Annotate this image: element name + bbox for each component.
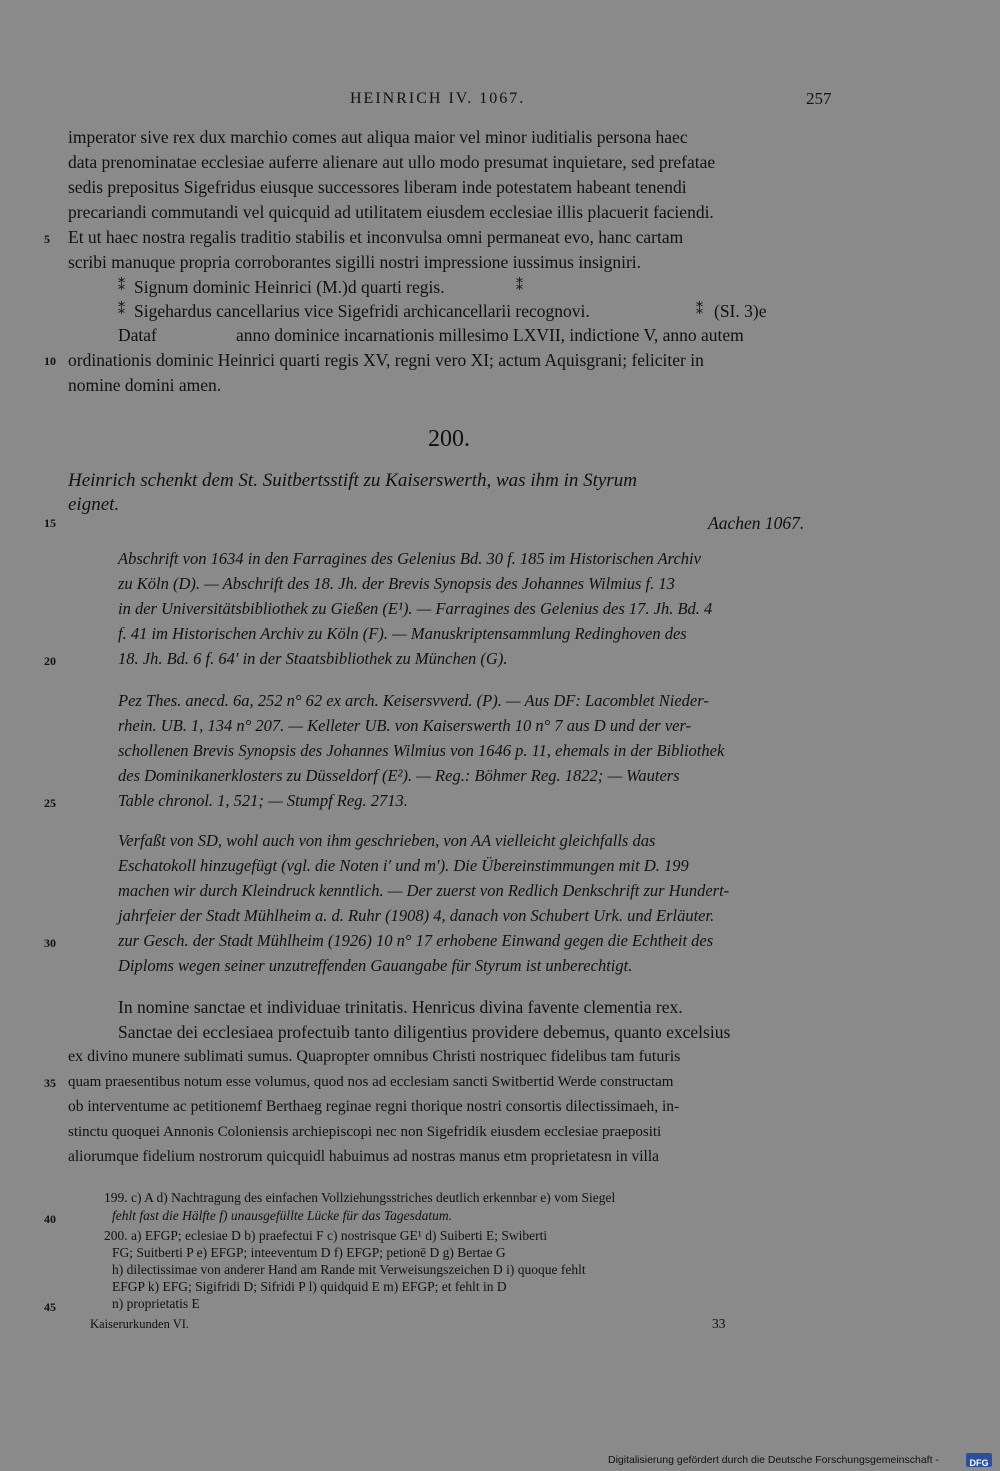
editions-line: Pez Thes. anecd. 6a, 252 n° 62 ex arch. Keisersvverd. (P). — Aus DF: Lacomblet Nieder- bbox=[118, 691, 709, 710]
sources-line: 18. Jh. Bd. 6 f. 64′ in der Staatsbibliothek zu München (G). bbox=[118, 649, 508, 668]
signum-line: Signum dominic Heinrici (M.)d quarti regis. bbox=[134, 277, 445, 297]
bottom-sheet-number: 33 bbox=[712, 1316, 726, 1331]
footnote-line: 199. c) A d) Nachtragung des einfachen Vollziehungsstriches deutlich erkennbar e) vom Siegel bbox=[104, 1190, 616, 1205]
sources-line: f. 41 im Historischen Archiv zu Köln (F). — Manuskriptensammlung Redinghoven des bbox=[118, 624, 687, 643]
signum-mark-icon: ⁑ bbox=[118, 279, 125, 294]
running-title: HEINRICH IV. 1067. bbox=[350, 90, 526, 107]
body-line: stinctu quoquei Annonis Coloniensis archiepiscopi nec non Sigefridik eiusdem ecclesiae praepositi bbox=[68, 1124, 662, 1140]
comment-line: machen wir durch Kleindruck kenntlich. — Der zuerst von Redlich Denkschrift zur Hundert- bbox=[118, 881, 730, 900]
editions-line: des Dominikanerklosters zu Düsseldorf (E²). — Reg.: Böhmer Reg. 1822; — Wauters bbox=[118, 766, 680, 785]
comment-line: Diploms wegen seiner unzutreffenden Gauangabe für Styrum ist unberechtigt. bbox=[118, 956, 633, 975]
body-line: In nomine sanctae et individuae trinitatis. Henricus divina favente clementia rex. bbox=[118, 997, 683, 1017]
document-place-date: Aachen 1067. bbox=[708, 513, 805, 533]
line-number: 45 bbox=[44, 1300, 56, 1314]
text-line: scribi manuque propria corroborantes sigilli nostri impressione iussimus insigniri. bbox=[68, 252, 642, 272]
document-number: 200. bbox=[428, 426, 470, 452]
footnote-line: fehlt fast die Hälfte f) unausgefüllte Lücke für das Tagesdatum. bbox=[112, 1208, 452, 1223]
comment-line: Eschatokoll hinzugefügt (vgl. die Noten i′ und m′). Die Übereinstimmungen mit D. 199 bbox=[118, 856, 689, 875]
recognition-line: Sigehardus cancellarius vice Sigefridi archicancellarii recognovi. bbox=[134, 301, 590, 321]
dfg-logo bbox=[966, 1453, 992, 1467]
text-line: nomine domini amen. bbox=[68, 375, 222, 395]
text-line: imperator sive rex dux marchio comes aut aliqua maior vel minor iuditialis persona haec bbox=[68, 127, 688, 147]
recognition-mark-icon: ⁑ bbox=[696, 303, 703, 318]
footnote-line: 200. a) EFGP; eclesiae D b) praefectui F c) nostrisque GE¹ d) Suiberti E; Swiberti bbox=[104, 1228, 548, 1243]
line-number: 25 bbox=[44, 796, 56, 810]
signum-mark-icon: ⁑ bbox=[516, 279, 523, 294]
footnote-line: h) dilectissimae von anderer Hand am Rande mit Verweisungszeichen D i) quoque fehlt bbox=[112, 1262, 586, 1277]
document-title: eignet. bbox=[68, 494, 120, 515]
data-text: anno dominice incarnationis millesimo LXVII, indictione V, anno autem bbox=[236, 325, 744, 345]
text-line: data prenominatae ecclesiae auferre alienare aut ullo modo presumat inquietare, sed prefatae bbox=[68, 152, 716, 172]
line-number: 20 bbox=[44, 654, 56, 668]
sources-line: Abschrift von 1634 in den Farragines des Gelenius Bd. 30 f. 185 im Historischen Archiv bbox=[118, 549, 701, 568]
body-line: ex divino munere sublimati sumus. Quapropter omnibus Christi nostriquec fidelibus tam futuris bbox=[68, 1048, 681, 1065]
line-number: 15 bbox=[44, 516, 56, 530]
footnote-line: n) proprietatis E bbox=[112, 1296, 200, 1311]
sources-line: in der Universitätsbibliothek zu Gießen (E¹). — Farragines des Gelenius des 17. Jh. Bd. 4 bbox=[118, 599, 713, 618]
body-line: aliorumque fidelium nostrorum quicquidl habuimus ad nostras manus etm proprietatesn in villa bbox=[68, 1148, 660, 1165]
footnote-line: FG; Suitberti P e) EFGP; inteeventum D f) EFGP; petionē D g) Bertae G bbox=[112, 1245, 506, 1260]
comment-line: jahrfeier der Stadt Mühlheim a. d. Ruhr (1908) 4, danach von Schubert Urk. und Erläuter. bbox=[118, 906, 715, 925]
text-line: sedis prepositus Sigefridus eiusque successores liberam inde potestatem habeant tenendi bbox=[68, 177, 687, 197]
sources-line: zu Köln (D). — Abschrift des 18. Jh. der Brevis Synopsis des Johannes Wilmius f. 13 bbox=[118, 574, 675, 593]
text-line: ordinationis dominic Heinrici quarti regis XV, regni vero XI; actum Aquisgrani; feliciter in bbox=[68, 350, 704, 370]
recognition-mark-icon: ⁑ bbox=[118, 303, 125, 318]
footnote-line: EFGP k) EFG; Sigifridi D; Sifridi P l) quidquid E m) EFGP; et fehlt in D bbox=[112, 1279, 507, 1294]
document-title: Heinrich schenkt dem St. Suitbertsstift zu Kaiserswerth, was ihm in Styrum bbox=[68, 470, 637, 491]
editions-line: schollenen Brevis Synopsis des Johannes Wilmius von 1646 p. 11, ehemals in der Bibliothek bbox=[118, 741, 725, 760]
body-line: Sanctae dei ecclesiaea profectuib tanto diligentius providere debemus, quanto excelsius bbox=[118, 1022, 731, 1042]
bottom-signature: Kaiserurkunden VI. bbox=[90, 1317, 190, 1331]
comment-line: zur Gesch. der Stadt Mühlheim (1926) 10 n° 17 erhobene Einwand gegen die Echtheit des bbox=[118, 931, 714, 950]
comment-line: Verfaßt von SD, wohl auch von ihm geschrieben, von AA vielleicht gleichfalls das bbox=[118, 831, 656, 850]
line-number: 30 bbox=[44, 936, 56, 950]
page-number: 257 bbox=[806, 89, 832, 108]
data-label: Dataf bbox=[118, 325, 157, 345]
dfg-logo-text: DFG bbox=[969, 1458, 989, 1468]
recognition-seal: (SI. 3)e bbox=[714, 301, 767, 321]
body-line: ob interventume ac petitionemf Berthaeg reginae regni thorique nostri consortis dilectissimaeh, in- bbox=[68, 1098, 680, 1115]
line-number: 10 bbox=[44, 354, 56, 368]
text-line: precariandi commutandi vel quicquid ad utilitatem eiusdem ecclesiae illis placuerit faciendi. bbox=[68, 202, 714, 222]
body-line: quam praesentibus notum esse volumus, quod nos ad ecclesiam sancti Switbertid Werde constructam bbox=[68, 1074, 674, 1090]
line-number: 5 bbox=[44, 232, 50, 246]
line-number: 40 bbox=[44, 1212, 56, 1226]
editions-line: rhein. UB. 1, 134 n° 207. — Kelleter UB. von Kaiserswerth 10 n° 7 aus D und der ver- bbox=[118, 716, 692, 735]
text-line: Et ut haec nostra regalis traditio stabilis et inconvulsa omni permaneat evo, hanc cartam bbox=[68, 227, 684, 247]
funding-notice: Digitalisierung gefördert durch die Deutsche Forschungsgemeinschaft - bbox=[608, 1454, 939, 1466]
editions-line: Table chronol. 1, 521; — Stumpf Reg. 2713. bbox=[118, 791, 408, 810]
line-number: 35 bbox=[44, 1076, 56, 1090]
